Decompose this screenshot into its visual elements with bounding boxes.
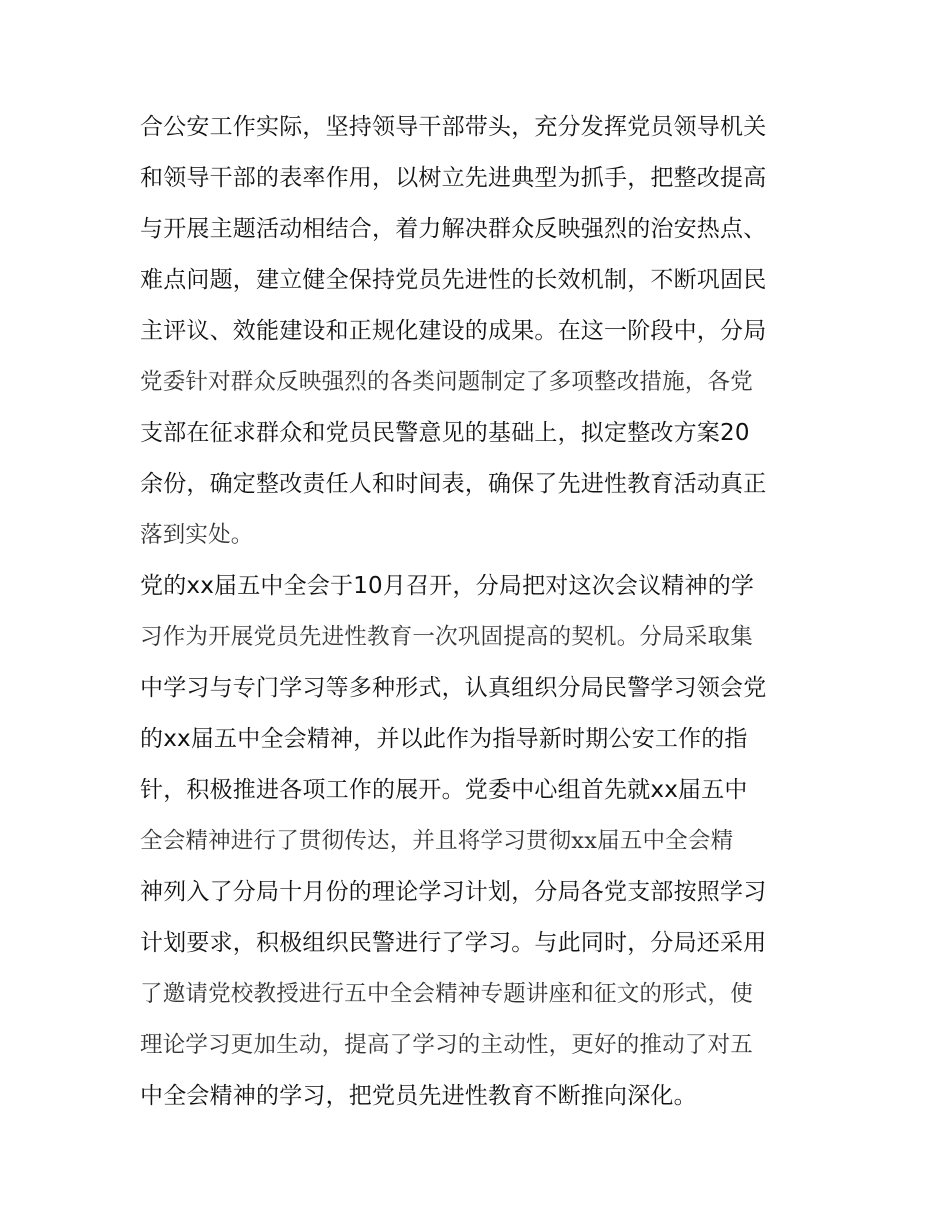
text-line: 的xx届五中全会精神，并以此作为指导新时期公安工作的指 — [140, 726, 748, 752]
text-line: 了邀请党校教授进行五中全会精神专题讲座和征文的形式，使 — [140, 981, 753, 1007]
text-line: 习作为开展党员先进性教育一次巩固提高的契机。分局采取集 — [140, 624, 753, 650]
text-line: 主评议、效能建设和正规化建设的成果。在这一阶段中，分局 — [140, 318, 767, 344]
text-line: 计划要求，积极组织民警进行了学习。与此同时，分局还采用 — [140, 930, 767, 956]
text-line: 针，积极推进各项工作的展开。党委中心组首先就xx届五中 — [140, 777, 748, 803]
text-line: 和领导干部的表率作用，以树立先进典型为抓手，把整改提高 — [140, 165, 767, 191]
text-line: 理论学习更加生动，提高了学习的主动性，更好的推动了对五 — [140, 1032, 753, 1058]
text-line: 与开展主题活动相结合，着力解决群众反映强烈的治安热点、 — [140, 216, 767, 242]
text-line: 难点问题，建立健全保持党员先进性的长效机制，不断巩固民 — [140, 267, 767, 293]
text-line: 全会精神进行了贯彻传达，并且将学习贯彻xx届五中全会精 — [140, 828, 734, 854]
text-line: 落到实处。 — [140, 522, 254, 548]
document-body — [140, 102, 820, 1122]
text-line: 神列入了分局十月份的理论学习计划，分局各党支部按照学习 — [140, 879, 767, 905]
text-line: 中全会精神的学习，把党员先进性教育不断推向深化。 — [140, 1083, 697, 1109]
text-line: 中学习与专门学习等多种形式，认真组织分局民警学习领会党 — [140, 675, 767, 701]
text-line: 支部在征求群众和党员民警意见的基础上，拟定整改方案20 — [140, 420, 750, 446]
text-line: 党委针对群众反映强烈的各类问题制定了多项整改措施，各党 — [140, 369, 753, 395]
text-line: 余份，确定整改责任人和时间表，确保了先进性教育活动真正 — [140, 471, 767, 497]
text-line: 合公安工作实际，坚持领导干部带头，充分发挥党员领导机关 — [140, 114, 767, 140]
text-line: 党的xx届五中全会于10月召开，分局把对这次会议精神的学 — [140, 573, 755, 599]
